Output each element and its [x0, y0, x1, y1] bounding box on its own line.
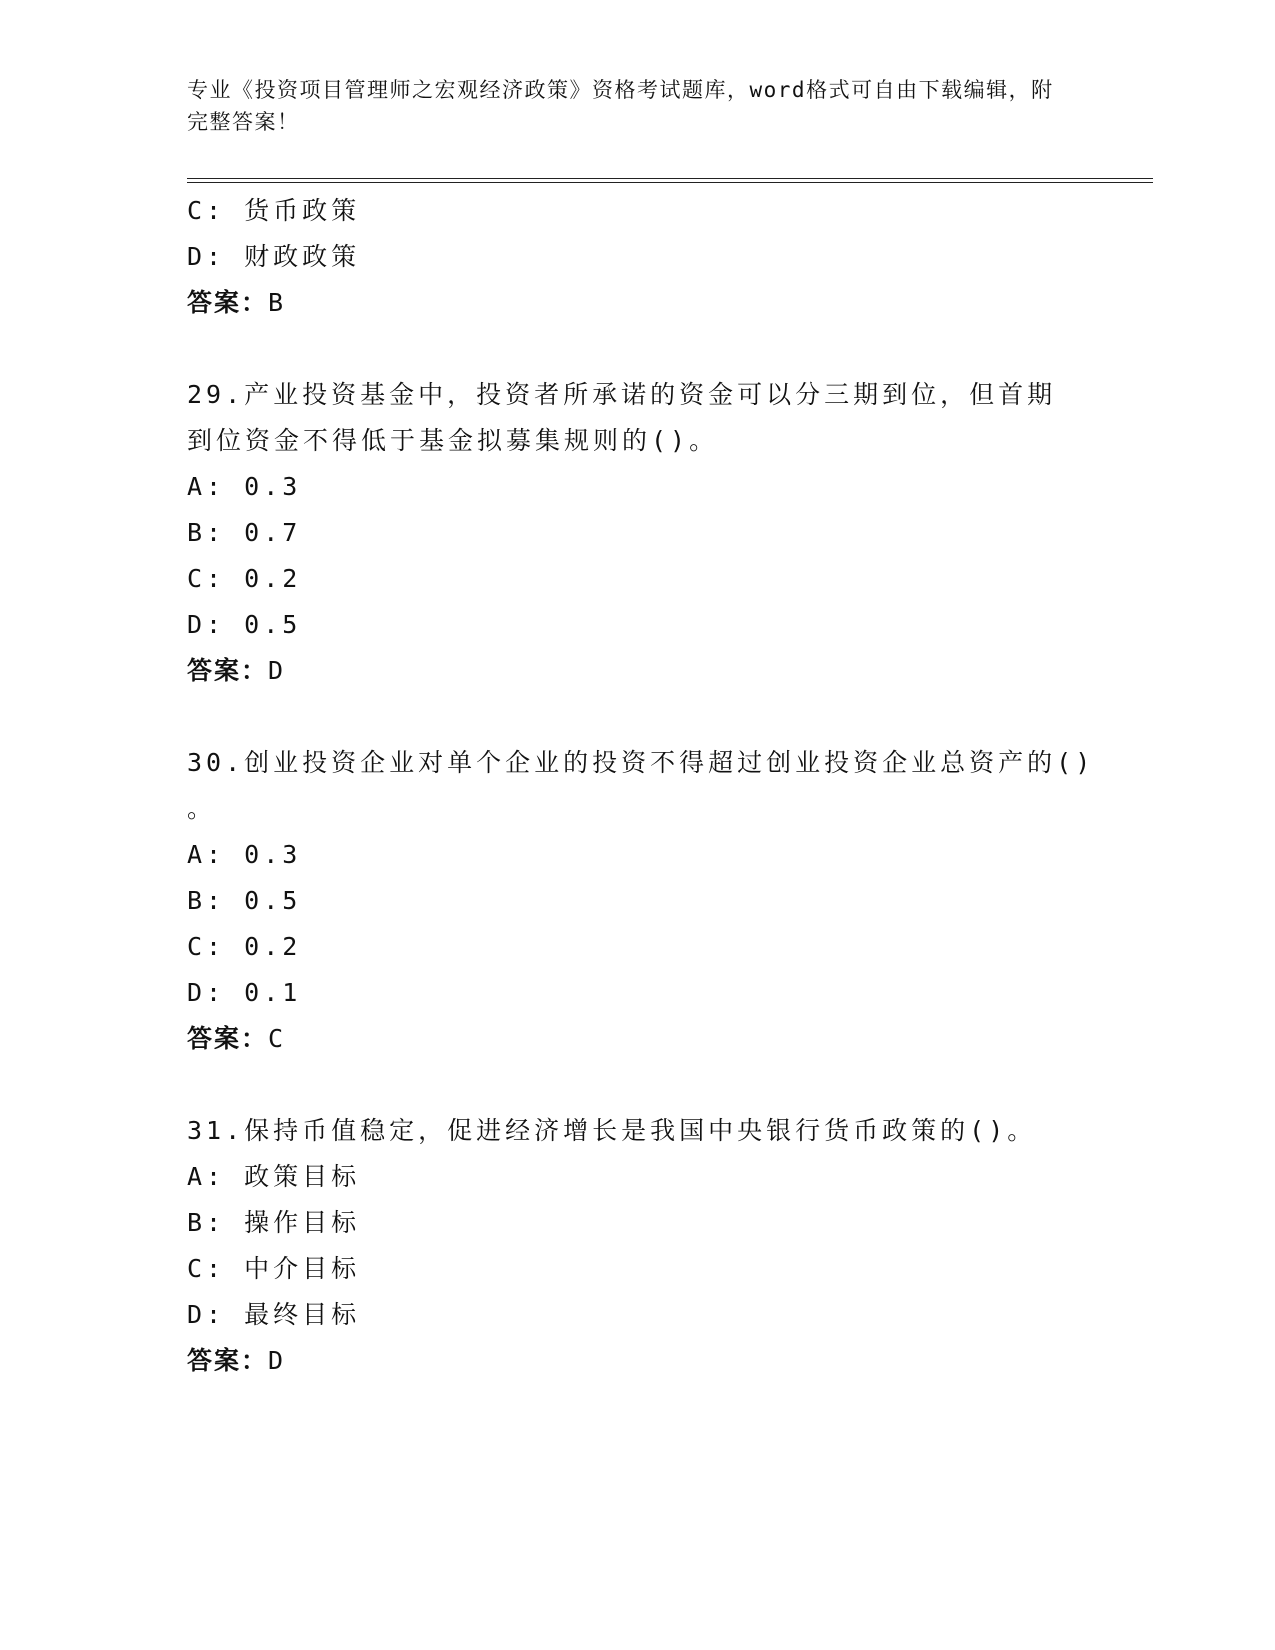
question-31: [187, 1108, 1087, 1384]
option-b: B: 操作目标: [187, 1208, 361, 1237]
option-a: A: 0.3: [187, 840, 302, 869]
option-b: B: 0.5: [187, 886, 302, 915]
option-a: A: 政策目标: [187, 1162, 361, 1191]
option-c: C: 货币政策: [187, 196, 361, 225]
option-d: D: 财政政策: [187, 242, 361, 271]
option-b: B: 0.7: [187, 518, 302, 547]
option-d: D: 0.1: [187, 978, 302, 1007]
question-text-tail: 。: [187, 794, 217, 823]
option-d: D: 0.5: [187, 610, 302, 639]
answer-line: 答案：D: [187, 1346, 284, 1375]
question-list: [187, 188, 1095, 1384]
question-29: [187, 372, 1087, 694]
option-c: C: 0.2: [187, 932, 302, 961]
option-c: C: 中介目标: [187, 1254, 361, 1283]
option-d: D: 最终目标: [187, 1300, 361, 1329]
option-c: C: 0.2: [187, 564, 302, 593]
continued-question: [187, 188, 1087, 326]
question-30: [187, 740, 1095, 1062]
page-header: 专业《投资项目管理师之宏观经济政策》资格考试题库，word格式可自由下载编辑，附完整答案！: [187, 78, 1054, 134]
option-a: A: 0.3: [187, 472, 302, 501]
answer-line: 答案：B: [187, 288, 284, 317]
question-text: 30.创业投资企业对单个企业的投资不得超过创业投资企业总资产的(): [187, 748, 1095, 777]
answer-line: 答案：C: [187, 1024, 284, 1053]
question-text: 29.产业投资基金中，投资者所承诺的资金可以分三期到位，但首期到位资金不得低于基金拟募集规则的()。: [187, 380, 1057, 455]
answer-line: 答案：D: [187, 656, 284, 685]
header-divider: [187, 178, 1153, 183]
question-text: 31.保持币值稳定，促进经济增长是我国中央银行货币政策的()。: [187, 1116, 1037, 1145]
